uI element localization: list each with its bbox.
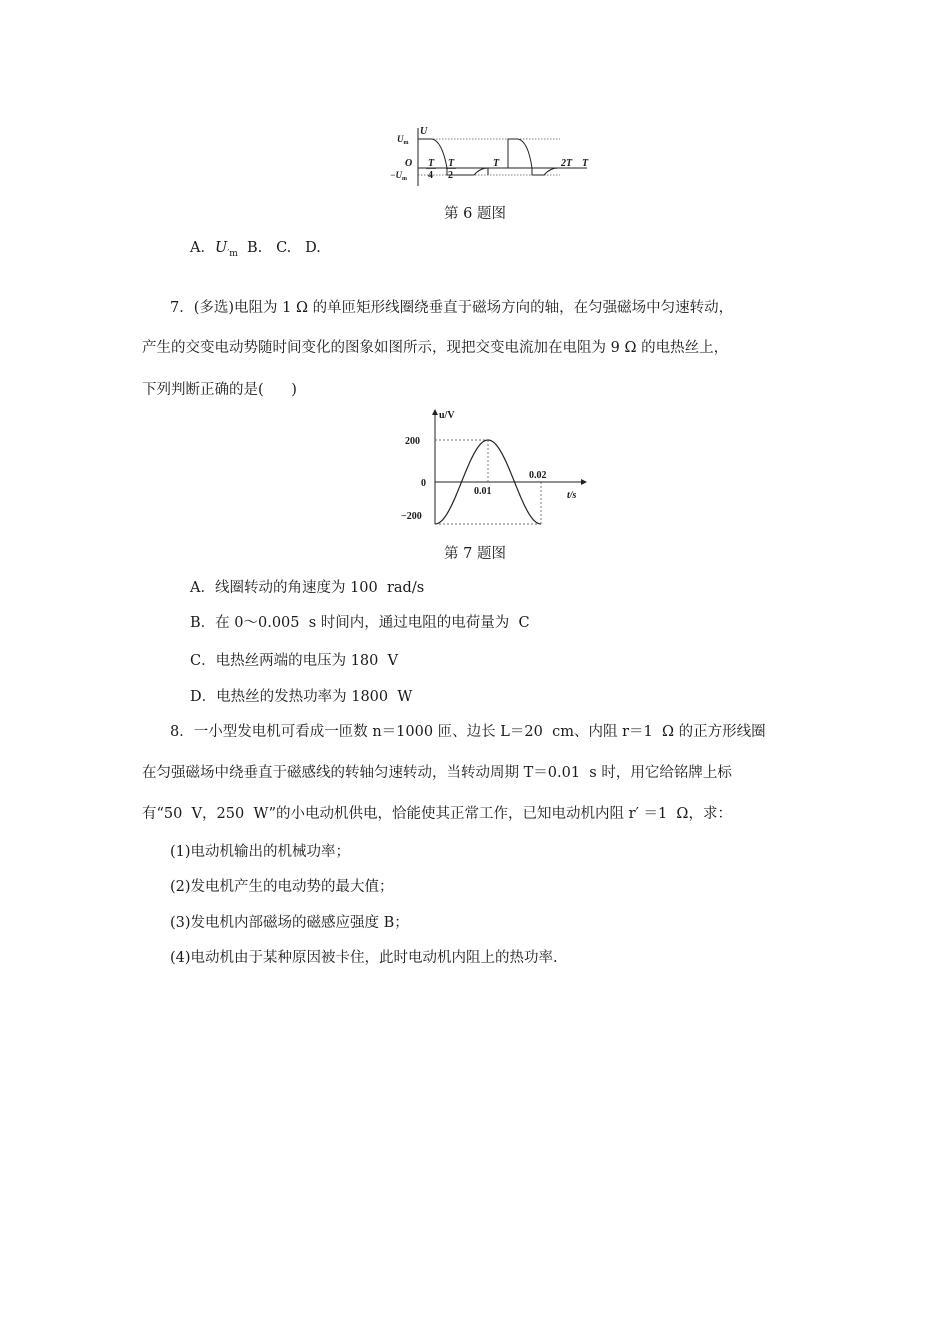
fig6-neg-um-label: $-U_m$ (390, 170, 407, 182)
q6-options: A．$U_{'m}$ B. C. D. (190, 240, 321, 259)
fig6-um-label: $U_m$ (397, 134, 409, 146)
q8-sub-1: (1)电动机输出的机械功率； (170, 844, 351, 860)
figure-6-graph (380, 120, 610, 190)
q8-line1: 8．一小型发电机可看成一匝数 n＝1000 匝、边长 L＝20 cm、内阻 r＝1 Ω 的正方形线圈 (170, 724, 766, 740)
fig6-t4-den: 4 (428, 170, 433, 181)
fig7-y-label: u/V (439, 410, 455, 421)
q8-sub-3: (3)发电机内部磁场的磁感应强度 B； (170, 915, 409, 931)
fig7-tick-002: 0.02 (529, 470, 547, 481)
figure-7-chart (395, 406, 595, 526)
fig6-t4-num: T (428, 158, 435, 169)
fig6-t2-num: T (448, 158, 455, 169)
q7-stem-line1: 7．(多选)电阻为 1 Ω 的单匝矩形线圈绕垂直于磁场方向的轴，在匀强磁场中匀速转动， (170, 300, 734, 316)
q7-option-a: A．线圈转动的角速度为 100 rad/s (190, 580, 425, 596)
q8-sub-2: (2)发电机产生的电动势的最大值； (170, 879, 394, 895)
q8-sub-4: (4)电动机由于某种原因被卡住，此时电动机内阻上的热功率. (170, 950, 558, 966)
fig7-tick-0: 0 (421, 478, 426, 489)
q7-stem-line2: 产生的交变电动势随时间变化的图象如图所示，现把交变电流加在电阻为 9 Ω 的电热丝上， (142, 340, 729, 356)
fig6-wave-2 (447, 168, 488, 175)
fig6-2T-label: 2T (561, 158, 573, 169)
q7-stem-line3: 下列判断正确的是( ) (142, 382, 297, 398)
q7-option-c: C．电热丝两端的电压为 180 V (190, 653, 399, 669)
figure-6 (380, 120, 610, 190)
q8-line2: 在匀强磁场中绕垂直于磁感线的转轴匀速转动，当转动周期 T＝0.01 s 时，用它给铭牌上标 (142, 765, 732, 781)
figure-7-caption: 第 7 题图 (444, 546, 506, 562)
figure-6-caption: 第 6 题图 (444, 206, 506, 222)
fig6-origin-label: O (405, 158, 413, 169)
fig7-tick-200: 200 (405, 436, 420, 447)
figure-7 (395, 406, 595, 526)
fig6-y-label: U (420, 126, 428, 137)
fig6-t2-den: 2 (448, 170, 453, 181)
fig6-wave-4 (532, 168, 558, 175)
fig6-x-label: T (582, 158, 589, 169)
q7-option-b: B．在 0～0.005 s 时间内，通过电阻的电荷量为 C (190, 615, 530, 631)
fig7-tick-001: 0.01 (474, 486, 492, 497)
fig6-T-label: T (493, 158, 500, 169)
q7-option-d: D．电热丝的发热功率为 1800 W (190, 689, 413, 705)
fig7-x-label: t/s (567, 490, 577, 501)
q8-line3: 有“50 V，250 W”的小电动机供电，恰能使其正常工作，已知电动机内阻 r′ ＝1 Ω，求： (142, 806, 732, 822)
fig7-tick-neg200: −200 (401, 511, 422, 522)
